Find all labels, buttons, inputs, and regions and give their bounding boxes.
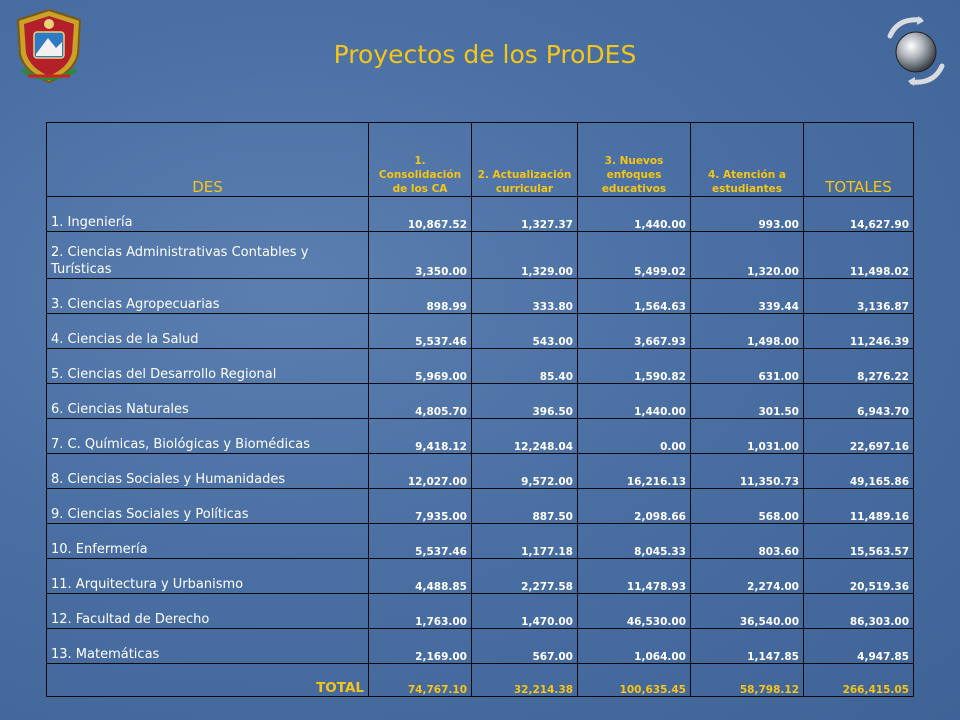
cell-total: 11,498.02 [804,232,914,279]
cell-total: 11,246.39 [804,314,914,349]
cell-atencion: 1,320.00 [691,232,804,279]
cell-nuevos-enfoques: 8,045.33 [578,524,691,559]
table-header-row [47,123,914,197]
cell-consolidacion: 1,763.00 [369,594,472,629]
des-name: 2. Ciencias Administrativas Contables y Turísticas [47,232,369,279]
cell-atencion: 11,350.73 [691,454,804,489]
cell-consolidacion: 2,169.00 [369,629,472,664]
table-row [47,232,914,279]
cell-actualizacion: 543.00 [472,314,578,349]
cell-nuevos-enfoques: 11,478.93 [578,559,691,594]
cell-atencion: 1,031.00 [691,419,804,454]
des-name: 11. Arquitectura y Urbanismo [47,559,369,594]
cell-total: 15,563.57 [804,524,914,559]
cell-actualizacion: 12,248.04 [472,419,578,454]
table-row [47,559,914,594]
cell-actualizacion: 333.80 [472,279,578,314]
des-name: 6. Ciencias Naturales [47,384,369,419]
table-row [47,384,914,419]
total-nuevos-enfoques: 100,635.45 [578,664,691,697]
cell-total: 11,489.16 [804,489,914,524]
cell-atencion: 631.00 [691,349,804,384]
total-grand: 266,415.05 [804,664,914,697]
cell-nuevos-enfoques: 1,064.00 [578,629,691,664]
cell-atencion: 1,147.85 [691,629,804,664]
cell-actualizacion: 85.40 [472,349,578,384]
table-row [47,349,914,384]
header-atencion: 4. Atención a estudiantes [691,123,804,197]
cell-atencion: 339.44 [691,279,804,314]
cell-atencion: 301.50 [691,384,804,419]
cell-nuevos-enfoques: 1,590.82 [578,349,691,384]
table-row [47,419,914,454]
header-actualizacion: 2. Actualización curricular [472,123,578,197]
cell-nuevos-enfoques: 0.00 [578,419,691,454]
cell-total: 6,943.70 [804,384,914,419]
cell-actualizacion: 887.50 [472,489,578,524]
cell-atencion: 568.00 [691,489,804,524]
cell-consolidacion: 5,969.00 [369,349,472,384]
total-actualizacion: 32,214.38 [472,664,578,697]
des-name: 1. Ingeniería [47,197,369,232]
des-name: 8. Ciencias Sociales y Humanidades [47,454,369,489]
des-name: 9. Ciencias Sociales y Políticas [47,489,369,524]
cell-total: 4,947.85 [804,629,914,664]
cell-nuevos-enfoques: 2,098.66 [578,489,691,524]
table-row [47,629,914,664]
cell-nuevos-enfoques: 16,216.13 [578,454,691,489]
cell-consolidacion: 9,418.12 [369,419,472,454]
cell-nuevos-enfoques: 46,530.00 [578,594,691,629]
cell-total: 22,697.16 [804,419,914,454]
cell-nuevos-enfoques: 1,440.00 [578,384,691,419]
cell-consolidacion: 10,867.52 [369,197,472,232]
cell-consolidacion: 12,027.00 [369,454,472,489]
des-name: 7. C. Químicas, Biológicas y Biomédicas [47,419,369,454]
cell-actualizacion: 1,177.18 [472,524,578,559]
cell-nuevos-enfoques: 5,499.02 [578,232,691,279]
cell-actualizacion: 2,277.58 [472,559,578,594]
cell-nuevos-enfoques: 1,564.63 [578,279,691,314]
cell-consolidacion: 4,488.85 [369,559,472,594]
header-nuevos-enfoques: 3. Nuevos enfoques educativos [578,123,691,197]
cell-atencion: 1,498.00 [691,314,804,349]
table-row [47,594,914,629]
cell-total: 8,276.22 [804,349,914,384]
table-row [47,489,914,524]
page-title: Proyectos de los ProDES [333,40,637,69]
table-row [47,279,914,314]
des-name: 3. Ciencias Agropecuarias [47,279,369,314]
cell-total: 49,165.86 [804,454,914,489]
cell-consolidacion: 3,350.00 [369,232,472,279]
header-des: DES [47,123,369,197]
cell-total: 86,303.00 [804,594,914,629]
prodes-table [46,122,914,697]
cell-actualizacion: 396.50 [472,384,578,419]
cell-total: 3,136.87 [804,279,914,314]
cell-atencion: 803.60 [691,524,804,559]
cell-atencion: 36,540.00 [691,594,804,629]
cell-atencion: 993.00 [691,197,804,232]
cell-consolidacion: 4,805.70 [369,384,472,419]
cell-consolidacion: 5,537.46 [369,314,472,349]
cell-nuevos-enfoques: 1,440.00 [578,197,691,232]
cell-consolidacion: 7,935.00 [369,489,472,524]
table-row [47,524,914,559]
cell-consolidacion: 5,537.46 [369,524,472,559]
cell-total: 20,519.36 [804,559,914,594]
des-name: 12. Facultad de Derecho [47,594,369,629]
header-totales: TOTALES [804,123,914,197]
table-row [47,197,914,232]
total-atencion: 58,798.12 [691,664,804,697]
table-total-row [47,664,914,697]
cell-nuevos-enfoques: 3,667.93 [578,314,691,349]
des-name: 10. Enfermería [47,524,369,559]
total-consolidacion: 74,767.10 [369,664,472,697]
des-name: 13. Matemáticas [47,629,369,664]
cell-actualizacion: 1,470.00 [472,594,578,629]
cell-actualizacion: 1,327.37 [472,197,578,232]
table-row [47,314,914,349]
cell-actualizacion: 1,329.00 [472,232,578,279]
cell-actualizacion: 9,572.00 [472,454,578,489]
des-name: 5. Ciencias del Desarrollo Regional [47,349,369,384]
table-row [47,454,914,489]
cell-total: 14,627.90 [804,197,914,232]
globe-icon [880,14,952,86]
des-name: 4. Ciencias de la Salud [47,314,369,349]
cell-atencion: 2,274.00 [691,559,804,594]
cell-consolidacion: 898.99 [369,279,472,314]
header-consolidacion: 1. Consolidación de los CA [369,123,472,197]
total-label: TOTAL [47,664,369,697]
cell-actualizacion: 567.00 [472,629,578,664]
